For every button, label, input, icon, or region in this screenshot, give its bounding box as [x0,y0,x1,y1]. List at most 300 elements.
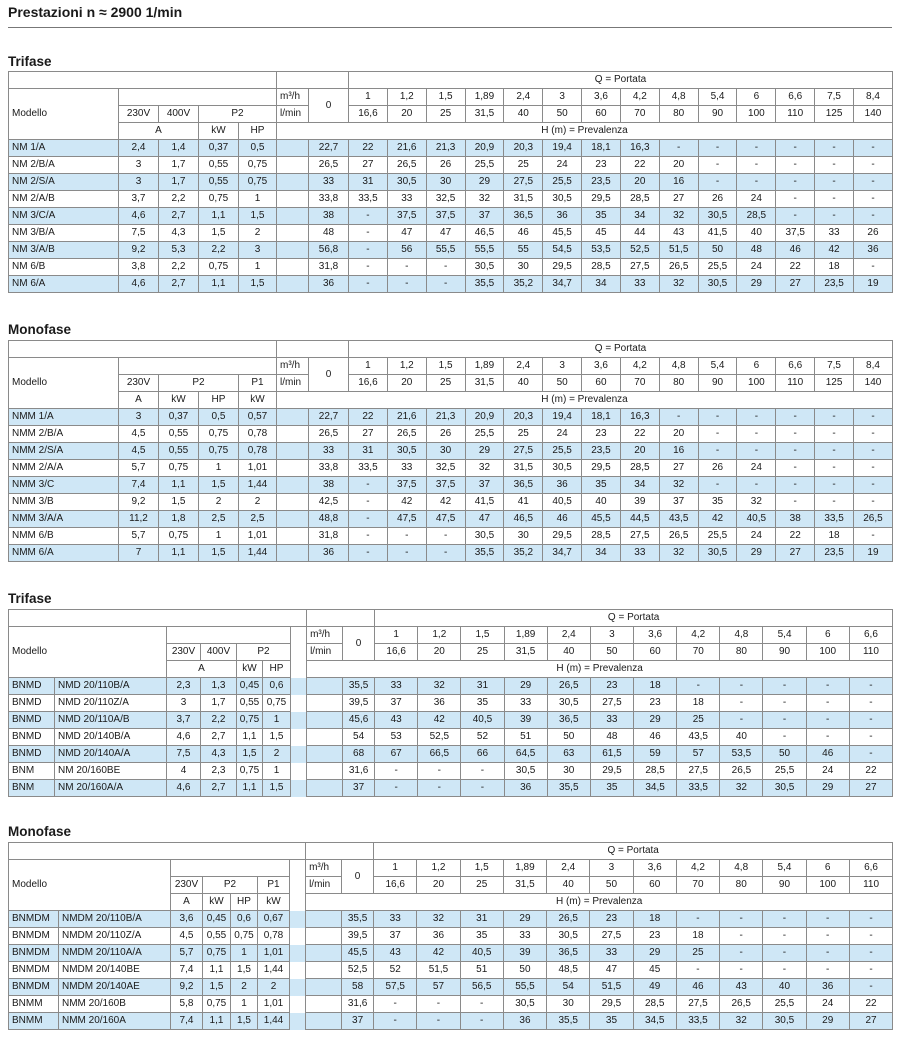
header-blank [9,610,307,627]
head-value: - [815,409,854,426]
head-value: 45 [582,225,621,242]
electrical-value: 1,1 [159,545,199,562]
flow-lmin: 60 [582,106,621,123]
head-value: 26,5 [853,511,892,528]
head-value: 24 [737,528,776,545]
electrical-value: 4,3 [159,225,199,242]
head-value: 41,5 [698,225,737,242]
blank-cell [307,780,343,797]
head-value: 35,5 [547,1013,590,1030]
head-value: 29 [806,780,849,797]
head-value: - [720,928,763,945]
flow-lmin: 80 [659,106,698,123]
head-value: 55,5 [503,979,546,996]
electrical-value: 1,5 [199,477,239,494]
model-cell: NMM 20/160A [59,1013,171,1030]
spacer-cell [291,678,307,695]
model-cell: NMM 1/A [9,409,119,426]
head-value: 32 [659,208,698,225]
header-row [9,72,893,89]
table-row [9,780,893,797]
head-value: 40,5 [737,511,776,528]
electrical-value: 3,7 [119,191,159,208]
head-value: 36 [504,780,547,797]
section-title: Trifase [8,591,52,606]
head-value: 47 [465,511,504,528]
head-value: - [853,528,892,545]
head-value: 25 [504,157,543,174]
table-row [9,1013,893,1030]
flow-m3h: 2,4 [547,860,590,877]
spacer-cell [291,746,307,763]
electrical-value: 7 [119,545,159,562]
head-value: - [806,712,849,729]
model-cell: NMM 3/C [9,477,119,494]
head-value: 32 [720,1013,763,1030]
head-value: - [374,996,417,1013]
electrical-value: 1,5 [199,545,239,562]
head-value: - [418,780,461,797]
head-value: - [849,695,892,712]
head-value: 42 [815,242,854,259]
head-value: 51 [504,729,547,746]
blank-cell [277,276,309,293]
electrical-value: 0,5 [199,409,239,426]
series-cell: BNMD [9,695,55,712]
head-value: 33 [309,174,349,191]
flow-lmin: 110 [776,375,815,392]
flow-m3h: 4,8 [720,627,763,644]
head-value: 46 [543,511,582,528]
lmin-label: l/min [307,644,343,661]
flow-lmin: 110 [849,644,892,661]
head-value: - [349,528,388,545]
head-value: 25,5 [465,426,504,443]
flow-lmin: 80 [720,644,763,661]
head-value: 42 [387,494,426,511]
header-blank [119,358,277,375]
blank-cell [307,712,343,729]
head-value: 56,5 [460,979,503,996]
flow-lmin: 40 [547,877,590,894]
head-value: 64,5 [504,746,547,763]
flow-m3h: 7,5 [815,358,854,375]
head-value: 46 [676,979,719,996]
head-value: 55,5 [426,242,465,259]
head-value: 25,5 [543,443,582,460]
head-value: 40 [763,979,806,996]
electrical-value: 3,7 [167,712,201,729]
head-value: 20,9 [465,140,504,157]
flow-lmin: 60 [582,375,621,392]
head-value: 25,5 [465,157,504,174]
electrical-value: 1,44 [258,1013,290,1030]
spacer-cell [291,627,307,678]
electrical-value: 3 [119,409,159,426]
head-value: - [815,174,854,191]
blank-cell [307,678,343,695]
head-value: 20,3 [504,409,543,426]
flow-lmin: 20 [387,106,426,123]
head-value: 39,5 [342,928,374,945]
head-value: 26,5 [309,157,349,174]
head-value: 36,5 [547,945,590,962]
head-value: 32 [737,494,776,511]
head-value: 29 [504,678,547,695]
head-value: 28,5 [582,259,621,276]
q-portata-header: Q = Portata [349,341,893,358]
head-value: 30 [504,528,543,545]
head-value: 35 [590,1013,633,1030]
table-row [9,746,893,763]
head-value: 52,5 [342,962,374,979]
electrical-value: 1,1 [203,962,231,979]
electrical-value: 1,5 [231,962,258,979]
electrical-value: 3,8 [119,259,159,276]
table-row [9,511,893,528]
head-value: 26 [426,157,465,174]
head-value: 33 [620,276,659,293]
head-value: 20 [620,443,659,460]
head-value: 24 [737,460,776,477]
flow-m3h: 6,6 [776,89,815,106]
head-value: 33 [590,712,633,729]
head-value: - [720,945,763,962]
head-value: - [737,477,776,494]
head-value: 39 [504,712,547,729]
head-value: 21,3 [426,140,465,157]
electrical-value: 0,78 [239,443,277,460]
flow-lmin: 31,5 [503,877,546,894]
head-value: 35,5 [465,545,504,562]
flow-lmin: 40 [504,375,543,392]
head-value: 32 [659,545,698,562]
head-value: 51,5 [659,242,698,259]
head-value: 32 [659,477,698,494]
head-value: 42 [426,494,465,511]
flow-m3h: 6,6 [849,860,892,877]
table-row [9,928,893,945]
head-value: 24 [806,763,849,780]
head-value: 22 [776,528,815,545]
electrical-value: 1,7 [159,157,199,174]
head-value: - [806,962,849,979]
series-cell: BNMM [9,1013,59,1030]
electrical-value: 5,3 [159,242,199,259]
head-value: 48 [590,729,633,746]
electrical-value: 1,7 [159,174,199,191]
head-value: 33,5 [677,780,720,797]
electrical-value: 2,7 [201,780,237,797]
electrical-value: 0,5 [239,140,277,157]
electrical-value: 4,6 [167,780,201,797]
head-value: 30,5 [763,1013,806,1030]
series-cell: BNMD [9,746,55,763]
flow-lmin: 100 [737,106,776,123]
head-value: - [815,494,854,511]
model-cell: NMDM 20/110Z/A [59,928,171,945]
head-value: 23 [590,678,633,695]
electrical-value: 4,5 [171,928,203,945]
header-row [9,106,893,123]
electrical-value: 0,55 [203,928,231,945]
head-value: 23 [633,928,676,945]
head-value: 18 [677,695,720,712]
head-value: 35 [582,208,621,225]
head-value: 24 [806,996,849,1013]
model-cell: NM 3/C/A [9,208,119,225]
table-row [9,494,893,511]
flow-m3h: 3 [543,358,582,375]
electrical-value: 2,3 [167,678,201,695]
head-value: 24 [737,259,776,276]
blank-cell [277,528,309,545]
head-value: 29 [503,911,546,928]
head-value: 31,8 [309,528,349,545]
head-value: 27,5 [620,259,659,276]
flow-lmin: 20 [417,877,460,894]
head-value: - [849,712,892,729]
head-value: - [418,763,461,780]
electrical-value: 1,5 [199,225,239,242]
table-row [9,426,893,443]
head-value: 36 [309,545,349,562]
flow-lmin: 25 [426,375,465,392]
electrical-value: 0,55 [199,174,239,191]
head-value: 57,5 [374,979,417,996]
head-value: 31 [461,678,504,695]
head-value: 33,5 [349,191,388,208]
head-value: - [806,945,849,962]
blank-cell [306,928,342,945]
head-value: - [776,477,815,494]
head-value: - [763,729,806,746]
electrical-value: 1,01 [258,945,290,962]
blank-cell [277,242,309,259]
head-value: 44,5 [620,511,659,528]
head-value: 23 [582,157,621,174]
head-value: 21,3 [426,409,465,426]
head-value: - [720,712,763,729]
head-value: 48 [737,242,776,259]
head-value: 35,2 [504,545,543,562]
head-value: 26 [853,225,892,242]
head-value: 33 [620,545,659,562]
flow-lmin: 40 [504,106,543,123]
head-value: 68 [343,746,375,763]
head-value: 30,5 [543,460,582,477]
head-value: 30 [504,259,543,276]
electrical-value: 7,5 [119,225,159,242]
m3h-label: m³/h [277,358,309,375]
table-row [9,443,893,460]
head-value: 66,5 [418,746,461,763]
q-portata-header: Q = Portata [374,843,893,860]
head-value: 16 [659,443,698,460]
electrical-value: 0,45 [237,678,263,695]
header-blank [119,89,277,106]
head-value: 48,5 [547,962,590,979]
model-cell: NMD 20/140A/A [55,746,167,763]
page-title: Prestazioni n ≈ 2900 1/min [8,4,183,20]
flow-m3h: 4,8 [720,860,763,877]
head-value: 24 [737,191,776,208]
head-value: 38 [776,511,815,528]
head-value: - [806,928,849,945]
unit-label: A [119,392,159,409]
head-value: 28,5 [620,460,659,477]
head-value: 30,5 [698,276,737,293]
head-value: - [806,911,849,928]
electrical-value: 1,1 [199,208,239,225]
model-cell: NMM 2/A/A [9,460,119,477]
flow-m3h: 4,8 [659,89,698,106]
voltage-400v: 400V [201,644,237,661]
head-value: 67 [375,746,418,763]
head-value: 22 [849,996,892,1013]
electrical-value: 0,45 [203,911,231,928]
head-value: 35 [582,477,621,494]
head-value: 30,5 [503,996,546,1013]
head-value: 23,5 [582,174,621,191]
head-value: 20,3 [504,140,543,157]
head-value: - [776,409,815,426]
head-value: - [698,477,737,494]
head-value: - [461,780,504,797]
electrical-value: 0,37 [199,140,239,157]
head-value: - [698,174,737,191]
head-value: 26,5 [720,996,763,1013]
head-value: 23 [590,911,633,928]
head-value: - [853,157,892,174]
model-cell: NM 2/S/A [9,174,119,191]
head-value: 35,2 [504,276,543,293]
head-value: 26 [698,460,737,477]
header-blank [277,72,349,89]
head-value: - [461,763,504,780]
header-row [9,89,893,106]
head-value: 30,5 [547,695,590,712]
head-value: 58 [342,979,374,996]
performance-table [8,71,893,293]
head-value: 31,5 [504,191,543,208]
header-blank [9,843,306,860]
flow-lmin: 90 [763,644,806,661]
electrical-value: 1 [231,945,258,962]
head-value: - [349,242,388,259]
electrical-value: 5,7 [119,460,159,477]
blank-cell [306,996,342,1013]
head-value: - [349,259,388,276]
head-value: - [776,494,815,511]
flow-m3h: 2,4 [504,358,543,375]
electrical-value: 2,2 [199,242,239,259]
head-value: 31,8 [309,259,349,276]
h-prevalenza-header: H (m) = Prevalenza [306,894,893,911]
head-value: 30,5 [465,528,504,545]
head-value: 61,5 [590,746,633,763]
voltage-230v: 230V [171,877,203,894]
flow-lmin: 16,6 [349,106,388,123]
model-cell: NMDM 20/110A/A [59,945,171,962]
head-value: 43,5 [659,511,698,528]
head-value: 33 [503,928,546,945]
electrical-value: 2,4 [119,140,159,157]
head-value: - [349,225,388,242]
model-cell: NM 3/B/A [9,225,119,242]
flow-zero: 0 [309,358,349,392]
head-value: - [815,157,854,174]
head-value: 45,5 [342,945,374,962]
head-value: 40,5 [543,494,582,511]
head-value: 39 [620,494,659,511]
head-value: - [698,157,737,174]
head-value: - [815,477,854,494]
head-value: 27,5 [676,996,719,1013]
flow-lmin: 90 [698,375,737,392]
electrical-value: 0,75 [237,763,263,780]
head-value: - [676,962,719,979]
flow-zero: 0 [309,89,349,123]
head-value: 20 [659,426,698,443]
head-value: 44 [620,225,659,242]
head-value: 33 [374,911,417,928]
head-value: - [776,191,815,208]
header-blank [9,72,277,89]
blank-cell [277,225,309,242]
model-header: Modello [9,358,119,409]
head-value: 39 [503,945,546,962]
head-value: 34,7 [543,276,582,293]
electrical-value: 11,2 [119,511,159,528]
head-value: 30,5 [465,259,504,276]
electrical-value: 0,75 [239,174,277,191]
flow-m3h: 1 [349,89,388,106]
unit-label: HP [231,894,258,911]
series-cell: BNMD [9,678,55,695]
model-cell: NMD 20/110A/B [55,712,167,729]
head-value: - [737,443,776,460]
head-value: 45 [633,962,676,979]
head-value: 46 [776,242,815,259]
electrical-value: 1,1 [159,477,199,494]
electrical-value: 1,44 [258,962,290,979]
head-value: 24 [543,426,582,443]
flow-lmin: 125 [815,106,854,123]
table-row [9,208,893,225]
series-cell: BNMM [9,996,59,1013]
head-value: 37,5 [426,208,465,225]
lmin-label: l/min [277,106,309,123]
h-prevalenza-header: H (m) = Prevalenza [277,123,893,140]
head-value: 30 [547,996,590,1013]
model-cell: NMM 3/B [9,494,119,511]
flow-lmin: 20 [418,644,461,661]
head-value: 21,6 [387,409,426,426]
head-value: 29 [806,1013,849,1030]
table-row [9,962,893,979]
model-header: Modello [9,627,167,678]
head-value: 31 [460,911,503,928]
table-row [9,729,893,746]
head-value: 55,5 [465,242,504,259]
lmin-label: l/min [306,877,342,894]
head-value: 30,5 [387,443,426,460]
model-cell: NMM 20/160B [59,996,171,1013]
head-value: 22 [776,259,815,276]
model-cell: NM 2/A/B [9,191,119,208]
electrical-value: 0,75 [263,695,291,712]
